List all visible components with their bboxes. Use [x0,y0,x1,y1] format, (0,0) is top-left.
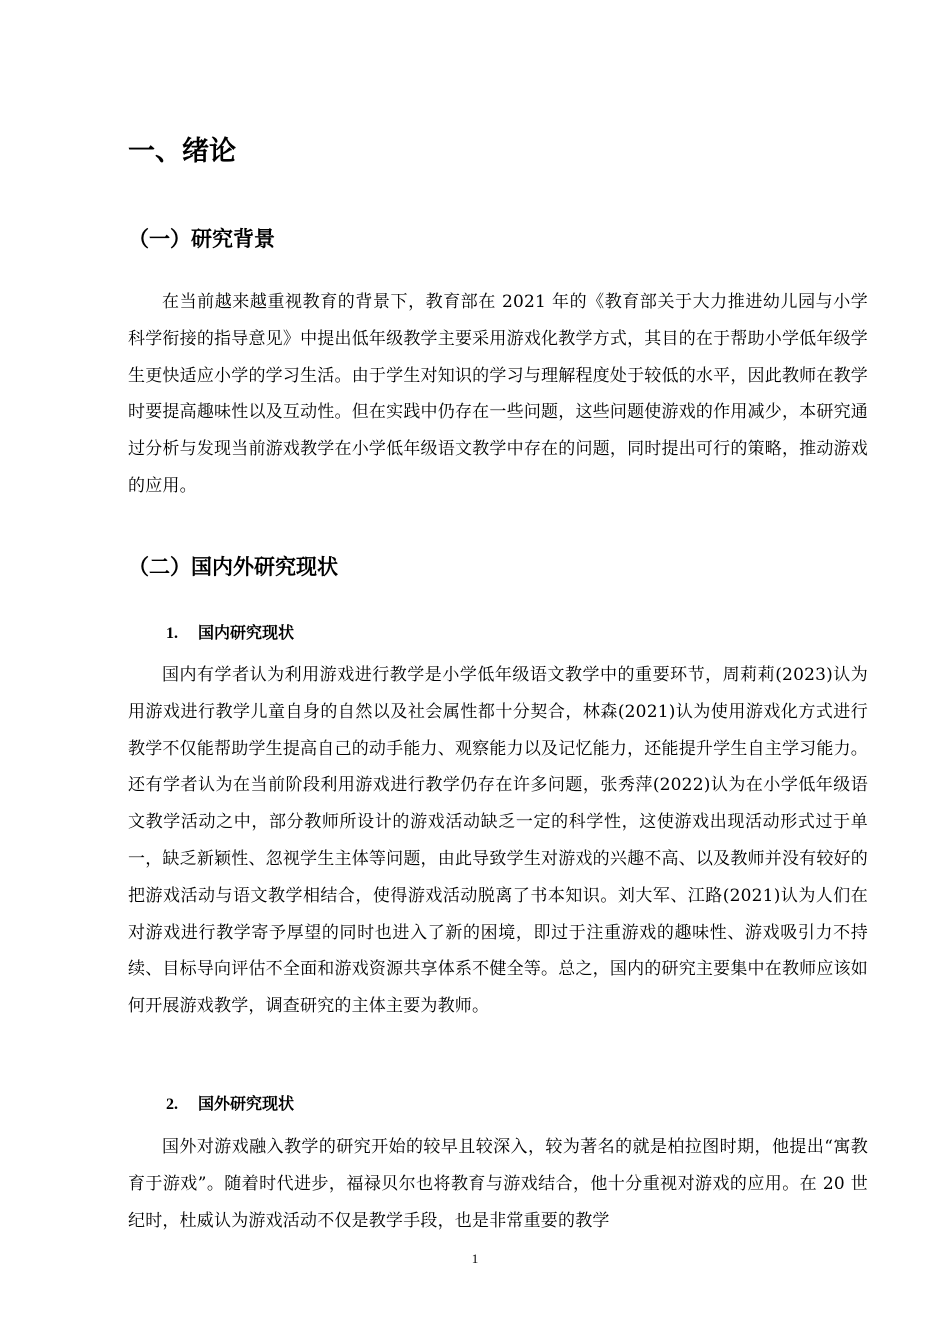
section-title-research-background: （一）研究背景 [128,227,275,251]
page-number: 1 [471,1251,479,1266]
paragraph-foreign-status: 国外对游戏融入教学的研究开始的较早且较深入，较为著名的就是柏拉图时期，他提出“寓教育于游戏”。随着时代进步，福禄贝尔也将教育与游戏结合，他十分重视对游戏的应用。在 20 世纪时，杜威认为游戏活动不仅是教学手段，也是非常重要的教学 [128,1137,868,1231]
subsection-number: 1. [166,625,178,642]
chapter-title: 一、绪论 [128,136,236,167]
subsection-title: 国内研究现状 [198,623,295,642]
paragraph-research-background: 在当前越来越重视教育的背景下，教育部在 2021 年的《教育部关于大力推进幼儿园与小学科学衔接的指导意见》中提出低年级教学主要采用游戏化教学方式，其目的在于帮助小学低年级学生更快适应小学的学习生活。由于学生对知识的学习与理解程度处于较低的水平，因此教师在教学时要提高趣味性以及互动性。但在实践中仍存在一些问题，这些问题使游戏的作用减少，本研究通过分析与发现当前游戏教学在小学低年级语文教学中存在的问题，同时提出可行的策略，推动游戏的应用。 [128,292,868,496]
paragraph-domestic-status: 国内有学者认为利用游戏进行教学是小学低年级语文教学中的重要环节，周莉莉(2023)认为用游戏进行教学儿童自身的自然以及社会属性都十分契合，林森(2021)认为使用游戏化方式进行教学不仅能帮助学生提高自己的动手能力、观察能力以及记忆能力，还能提升学生自主学习能力。还有学者认为在当前阶段利用游戏进行教学仍存在许多问题，张秀萍(2022)认为在小学低年级语文教学活动之中，部分教师所设计的游戏活动缺乏一定的科学性，这使游戏出现活动形式过于单一，缺乏新颖性、忽视学生主体等问题，由此导致学生对游戏的兴趣不高、以及教师并没有较好的把游戏活动与语文教学相结合，使得游戏活动脱离了书本知识。刘大军、江路(2021)认为人们在对游戏进行教学寄予厚望的同时也进入了新的困境，即过于注重游戏的趣味性、游戏吸引力不持续、目标导向评估不全面和游戏资源共享体系不健全等。总之，国内的研究主要集中在教师应该如何开展游戏教学，调查研究的主体主要为教师。 [128,665,868,1017]
section-title-research-status: （二）国内外研究现状 [128,555,338,579]
subsection-title: 国外研究现状 [198,1094,295,1113]
subsection-number: 2. [166,1096,178,1113]
subsection-heading-domestic [166,620,294,647]
subsection-heading-foreign [166,1091,294,1118]
